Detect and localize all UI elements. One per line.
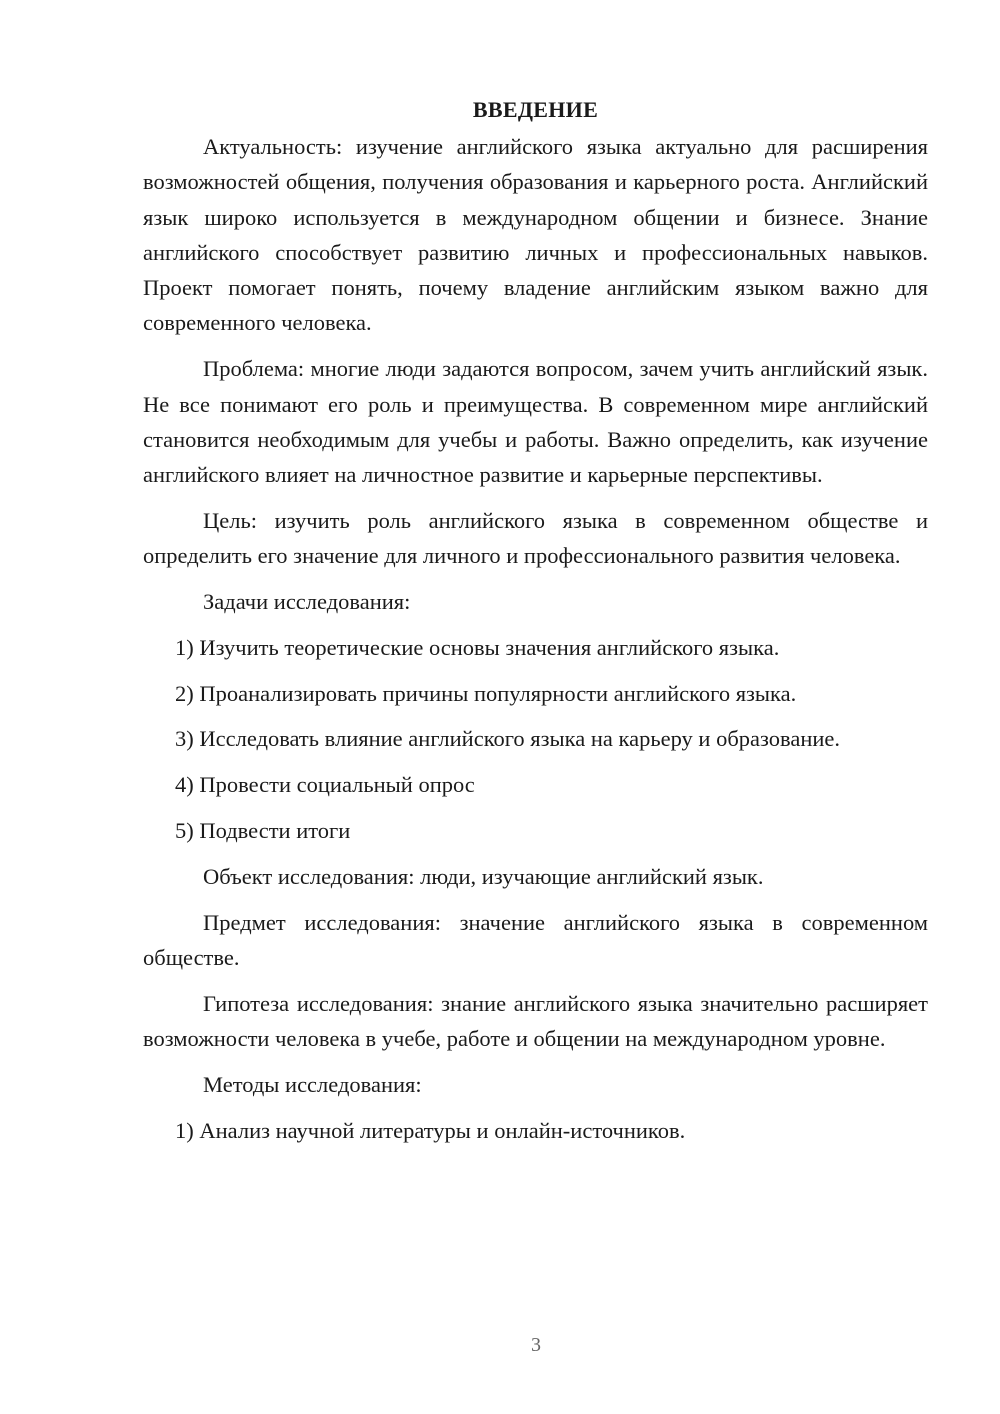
subject-paragraph: Предмет исследования: значение английского языка в современном обществе. [143, 909, 928, 970]
goal-paragraph: Цель: изучить роль английского языка в современном обществе и определить его значение для личного и профессионального развития человека. [143, 507, 928, 569]
document-page [143, 92, 928, 1158]
list-item: 5) Подвести итоги [175, 818, 351, 844]
list-item: 4) Провести социальный опрос [175, 772, 475, 798]
list-item: 2) Проанализировать причины популярности английского языка. [175, 680, 797, 706]
tasks-heading: Задачи исследования: [203, 589, 411, 615]
methods-heading: Методы исследования: [203, 1071, 422, 1097]
list-item: 1) Изучить теоретические основы значения английского языка. [175, 634, 780, 660]
list-item: 3) Исследовать влияние английского языка на карьеру и образование. [175, 726, 841, 752]
list-item: 1) Анализ научной литературы и онлайн-источников. [175, 1117, 686, 1143]
page-title: ВВЕДЕНИЕ [472, 97, 599, 122]
hypothesis-paragraph: Гипотеза исследования: знание английского языка значительно расширяет возможности человека в учебе, работе и общении на международном уровне. [143, 990, 928, 1052]
object-paragraph: Объект исследования: люди, изучающие английский язык. [203, 863, 764, 889]
page-number: 3 [531, 1334, 541, 1356]
tasks-list [143, 630, 928, 848]
relevance-paragraph: Актуальность: изучение английского языка актуально для расширения возможностей общения, получения образования и карьерного роста. Английский язык широко используется в международном общении и бизнесе. Знание английского способствует развитию личных и профессиональных навыков. Проект помогает понять, почему владение английским языком важно для современного человека. [143, 134, 928, 336]
methods-list [143, 1113, 928, 1148]
problem-paragraph: Проблема: многие люди задаются вопросом, зачем учить английский язык. Не все понимают его роль и преимущества. В современном мире английский становится необходимым для учебы и работы. Важно определить, как изучение английского влияет на личностное развитие и карьерные перспективы. [143, 356, 928, 488]
